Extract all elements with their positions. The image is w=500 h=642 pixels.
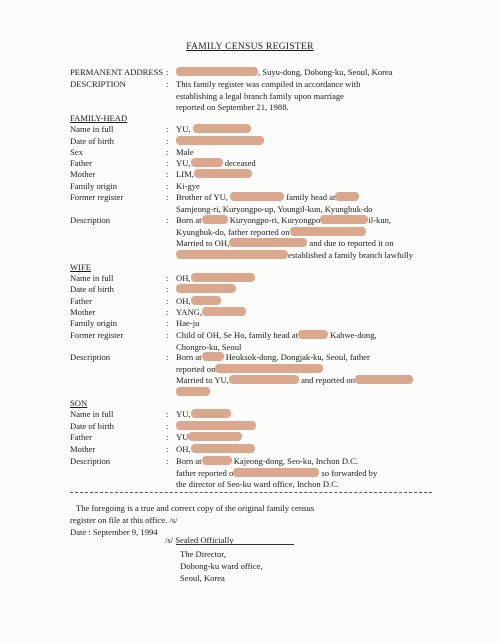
son-heading: SON bbox=[70, 398, 88, 408]
redaction bbox=[176, 67, 258, 76]
redaction bbox=[230, 192, 284, 201]
redaction bbox=[229, 375, 299, 384]
redaction bbox=[191, 158, 223, 167]
family-head-heading: FAMILY-HEAD bbox=[70, 113, 128, 123]
signature-line bbox=[176, 544, 294, 545]
redaction bbox=[202, 352, 224, 361]
description-line: This family register was compiled in accordance with bbox=[176, 79, 361, 89]
redaction bbox=[176, 250, 288, 259]
director-title: The Director, bbox=[180, 549, 226, 559]
redaction bbox=[202, 456, 232, 465]
divider bbox=[70, 492, 432, 493]
redaction bbox=[191, 296, 221, 305]
office-city: Seoul, Korea bbox=[180, 573, 225, 583]
redaction bbox=[355, 375, 413, 384]
certification-date: Date : September 9, 1994 bbox=[70, 527, 158, 537]
permanent-address-label: PERMANENT ADDRESS bbox=[70, 67, 164, 77]
redaction bbox=[176, 136, 264, 145]
redaction bbox=[193, 124, 251, 133]
description-line: establishing a legal branch family upon marriage bbox=[176, 90, 344, 101]
redaction bbox=[233, 468, 319, 477]
redaction bbox=[290, 227, 366, 236]
sealed-officially: /s/ Sealed Officially bbox=[165, 535, 234, 545]
redaction bbox=[215, 364, 323, 373]
permanent-address-value: , Suyu-dong, Dobong-ku, Seoul, Korea bbox=[258, 67, 393, 77]
redaction bbox=[298, 330, 328, 339]
redaction bbox=[320, 215, 368, 224]
certification-line: register on file at this office. /s/ bbox=[70, 515, 178, 525]
office-name: Dobong-ku ward office, bbox=[180, 561, 263, 571]
redaction bbox=[191, 409, 231, 418]
redaction bbox=[202, 215, 228, 224]
certification-line: The foregoing is a true and correct copy of the original family census bbox=[76, 503, 315, 513]
description-label: DESCRIPTION bbox=[70, 79, 126, 89]
redaction bbox=[191, 444, 255, 453]
description-line: reported on September 21, 1988. bbox=[176, 102, 289, 112]
census-document: FAMILY CENSUS REGISTER PERMANENT ADDRESS : , Suyu-dong, Dobong-ku, Seoul, Korea DESCRIPTION : This family register was compiled in accordance with establishing a legal branch family upon marriage reported on September 21, 1988. FAMILY-HEAD Name in full : YU, Date of birth : Sex : Male Father : YU, deceased Mother : LIM, Family origin : Ki-gye Former register : Brother of YU, family head at Samjeong-ri, Kuryongpo-up, Youngil-kun, Kyungbuk-do Description : Born at Kuryongpo-ri, Kuryongpo il-kun, Kyungbuk-do, father reported on Married to OH, and due to reported it on established a family branch lawfully WIFE Name in full : OH, Date of birth : Father : OH, Mother : YANG, Family origin : Hae-ju Former register : Child of OH, Se Ho, family head at Kahwe-dong, Chongro-ku, Seoul Description : Born at Heuksok-dong, Dongjak-ku, Seoul, father reported on Married to YU, and reported on SON Name in full : YU, Date of birth : Father : YU Mother : OH, Description : Born at Kajeong-dong, Seo-ku, Inchon D.C. father reported o so forwarded by the director of Seo-ku ward office, Inchon D.C. The foregoing is a true and correct copy of the original family census register on file at this office. /s/ Date : September 9, 1994 /s/ Sealed Officially The Director, Dobong-ku ward office, Seoul, Korea bbox=[0, 0, 500, 642]
redaction bbox=[202, 307, 246, 316]
redaction bbox=[176, 387, 210, 396]
redaction bbox=[229, 238, 307, 247]
redaction bbox=[335, 192, 359, 201]
redaction bbox=[194, 169, 252, 178]
redaction bbox=[176, 421, 256, 430]
wife-heading: WIFE bbox=[70, 262, 92, 272]
redaction bbox=[191, 273, 255, 282]
document-title: FAMILY CENSUS REGISTER bbox=[186, 42, 314, 52]
redaction bbox=[188, 432, 242, 441]
redaction bbox=[176, 284, 236, 293]
